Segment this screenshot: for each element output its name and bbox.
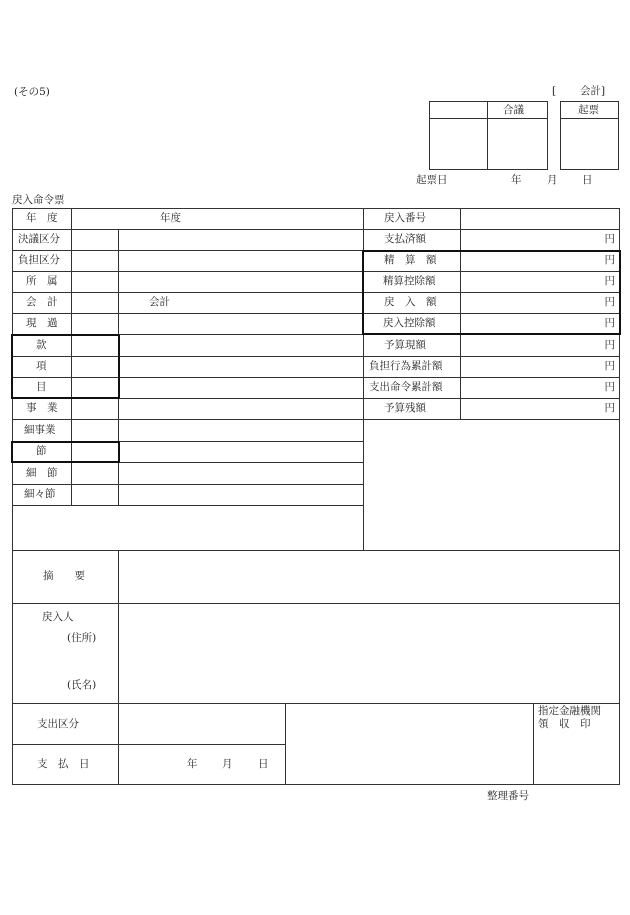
account-suffix: 会計 — [149, 296, 170, 308]
label-project: 事 業 — [26, 402, 58, 414]
yen-unit: 円 — [604, 360, 615, 372]
returner-section — [12, 603, 620, 704]
label-sub-project: 細事業 — [24, 424, 56, 436]
label-sub-sub-setsu: 細々節 — [24, 488, 56, 500]
payment-year: 年 — [187, 758, 198, 770]
label-burden-cumulative: 負担行為累計額 — [369, 360, 443, 372]
label-settlement-deduction: 精算控除額 — [383, 275, 436, 287]
label-setsu: 節 — [36, 445, 47, 457]
reference-number-label: 整理番号 — [487, 790, 529, 802]
summary-section — [12, 550, 620, 604]
draft-day: 日 — [582, 174, 593, 186]
yen-unit: 円 — [604, 254, 615, 266]
bank-label-line1: 指定金融機関 — [538, 705, 601, 717]
label-current-year: 現 過 — [26, 317, 58, 329]
returner-label: 戻入人 — [42, 611, 74, 623]
returner-address-label: (住所) — [67, 632, 97, 644]
bank-label-line2: 領 収 印 — [538, 718, 591, 730]
discussion-stamp-label: 合議 — [503, 104, 524, 116]
draft-month: 月 — [547, 174, 558, 186]
returner-name-label: (氏名) — [67, 679, 97, 691]
label-payment-order-cumulative: 支出命令累計額 — [369, 381, 443, 393]
label-settled-amount: 精 算 額 — [384, 254, 437, 266]
payment-category-label: 支出区分 — [37, 718, 79, 730]
label-return-number: 戻入番号 — [384, 212, 426, 224]
form-number: (その5) — [14, 86, 50, 98]
label-account: 会 計 — [26, 296, 58, 308]
label-budget-remaining: 予算残額 — [384, 402, 426, 414]
summary-label: 摘 要 — [43, 570, 85, 582]
yen-unit: 円 — [604, 339, 615, 351]
label-paid-amount: 支払済額 — [384, 233, 426, 245]
draft-stamp-label: 起票 — [578, 104, 599, 116]
payment-day: 日 — [258, 758, 269, 770]
draft-year: 年 — [511, 174, 522, 186]
payment-date-label: 支 払 日 — [37, 758, 90, 770]
label-budget-current: 予算現額 — [384, 339, 426, 351]
label-kan: 款 — [36, 339, 47, 351]
account-bracket-open: [ — [552, 85, 557, 97]
label-kou: 項 — [36, 360, 47, 372]
label-return-amount: 戻 入 額 — [384, 296, 437, 308]
yen-unit: 円 — [604, 233, 615, 245]
label-moku: 目 — [36, 381, 47, 393]
yen-unit: 円 — [604, 317, 615, 329]
draft-date-label: 起票日 — [416, 174, 448, 186]
setsu-box — [11, 441, 120, 463]
yen-unit: 円 — [604, 275, 615, 287]
yen-unit: 円 — [604, 402, 615, 414]
label-department: 所 属 — [26, 275, 58, 287]
label-burden-type: 負担区分 — [18, 254, 60, 266]
fiscal-year-suffix: 年度 — [160, 212, 181, 224]
kan-kou-moku-box — [11, 334, 120, 399]
label-fiscal-year: 年 度 — [26, 212, 58, 224]
label-resolution-type: 決議区分 — [18, 233, 60, 245]
payment-month: 月 — [222, 758, 233, 770]
account-label: 会計] — [580, 85, 606, 97]
yen-unit: 円 — [604, 381, 615, 393]
label-return-deduction: 戻入控除額 — [383, 317, 436, 329]
yen-unit: 円 — [604, 296, 615, 308]
discussion-stamp-box — [429, 101, 548, 170]
label-sub-setsu: 細 節 — [26, 467, 58, 479]
form-title: 戻入命令票 — [12, 194, 65, 206]
